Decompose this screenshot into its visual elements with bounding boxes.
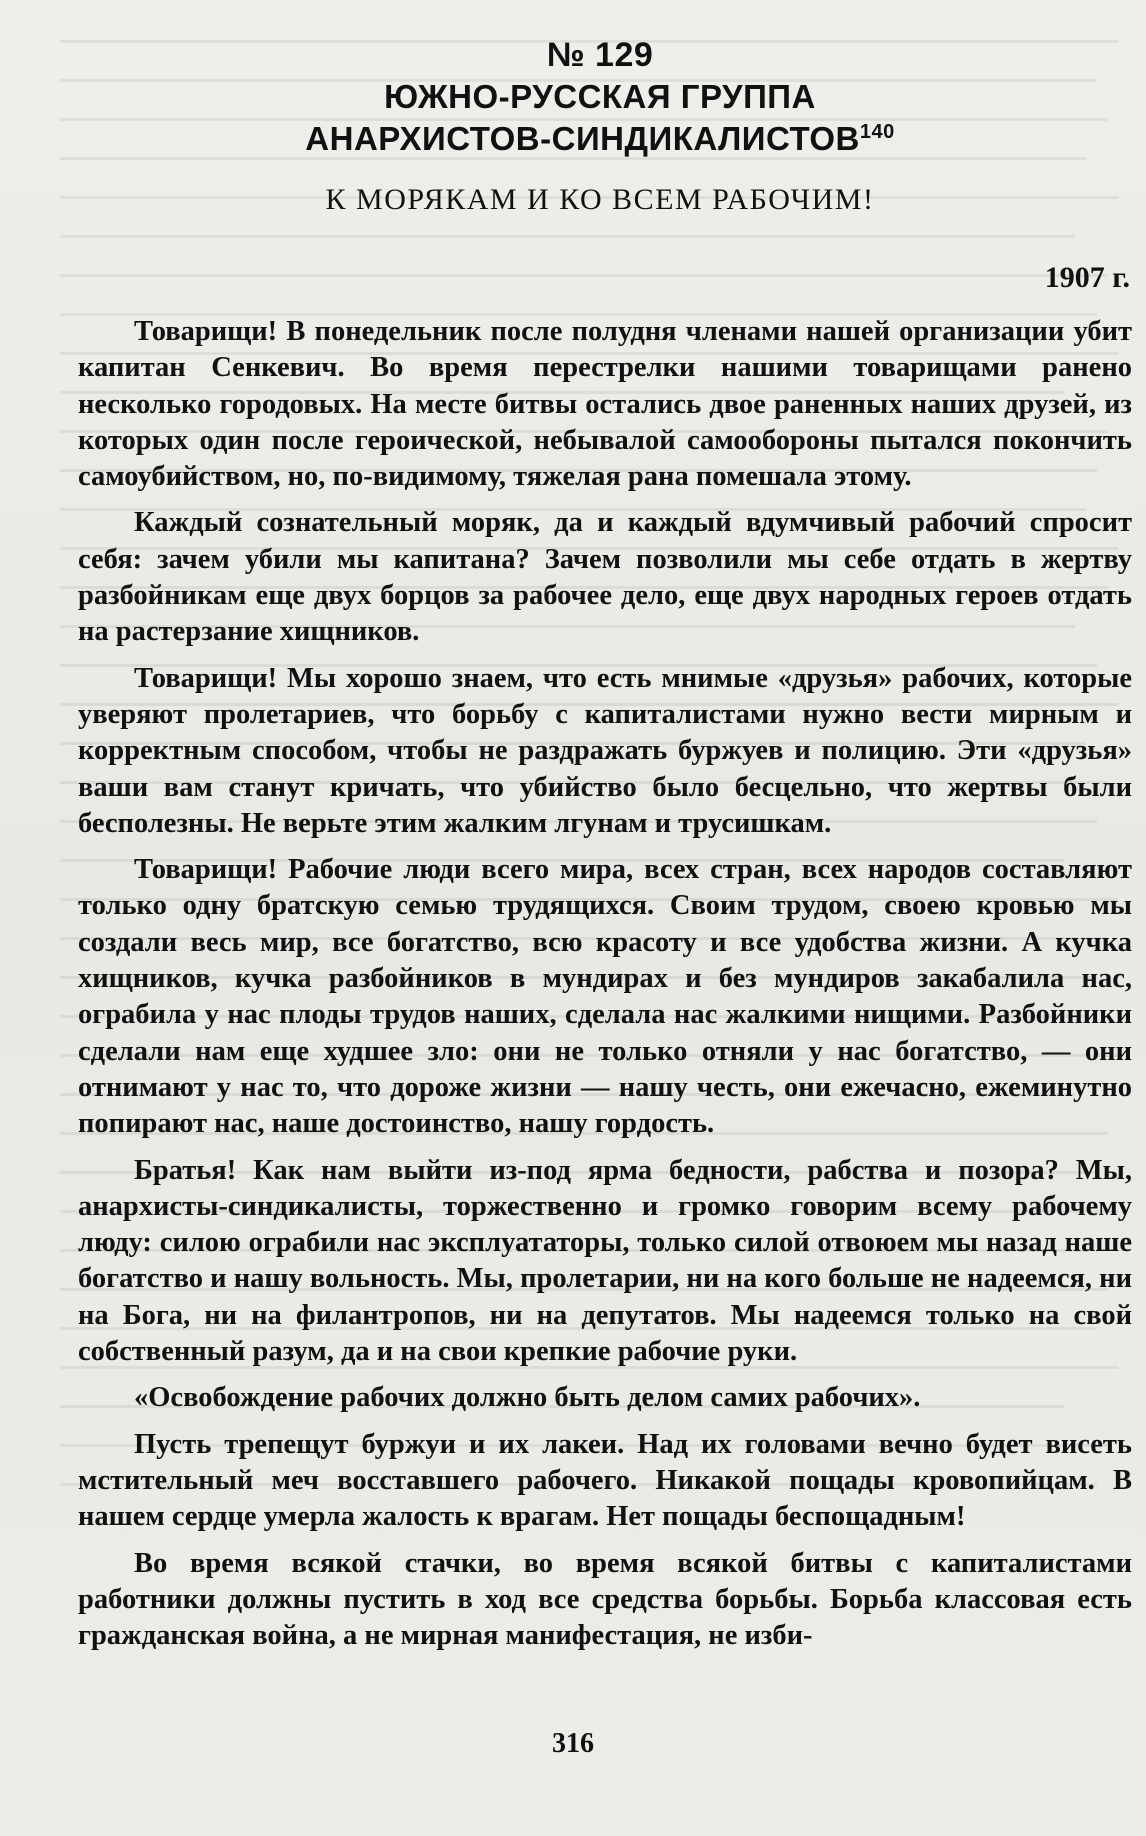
paragraph: Товарищи! В понедельник после полудня членами нашей организации убит капитан Сенкевич. Во время перестрелки нашими товарищами ранено несколько городовых. На месте битвы остались двое раненных наших друзей, из которых один после героической, небывалой самообороны пытался покончить самоубийством, но, по-видимому, тяжелая рана помешала этому. xyxy=(78,316,1132,493)
document-body xyxy=(78,314,1132,1664)
paragraph: Каждый сознательный моряк, да и каждый вдумчивый рабочий спросит себя: зачем убили мы капитана? Зачем позволили мы себе отдать в жертву разбойникам еще двух борцов за рабочее дело, еще двух народных героев отдать на растерзание хищников. xyxy=(78,507,1132,648)
paragraph: Во время всякой стачки, во время всякой битвы с капиталистами работники должны пустить в ход все средства борьбы. Борьба классовая есть гражданская война, а не мирная манифестация, не изби- xyxy=(78,1547,1132,1652)
organization-name-text: АНАРХИСТОВ-СИНДИКАЛИСТОВ xyxy=(305,120,860,157)
document-header xyxy=(70,34,1130,220)
document-year: 1907 г. xyxy=(1044,261,1130,294)
paragraph: Пусть трепещут буржуи и их лакеи. Над их головами вечно будет висеть мстительный меч восставшего рабочего. Никакой пощады кровопийцам. В нашем сердце умерла жалость к врагам. Нет пощады беспощадным! xyxy=(78,1428,1132,1533)
paragraph: Братья! Как нам выйти из-под ярма бедности, рабства и позора? Мы, анархисты-синдикалисты, торжественно и громко говорим всему рабочему люду: силою ограбили нас эксплуататоры, только силой отвоюем мы назад наше богатство и нашу вольность. Мы, пролетарии, ни на кого больше не надеемся, ни на Бога, ни на филантропов, ни на депутатов. Мы надеемся только на свой собственный разум, да и на свои крепкие рабочие руки. xyxy=(78,1154,1132,1368)
footnote-reference: 140 xyxy=(859,121,895,143)
document-heading: К МОРЯКАМ И КО ВСЕМ РАБОЧИМ! xyxy=(325,183,875,216)
paragraph: Товарищи! Рабочие люди всего мира, всех стран, всех народов составляют только одну братскую семью трудящихся. Своим трудом, своею кровью мы создали весь мир, все богатство, всю красоту и все удобства жизни. А кучка хищников, кучка разбойников в мундирах и без мундиров закабалила нас, ограбила у нас плоды трудов наших, сделала нас жалкими нищими. Разбойники сделали нам еще худшее зло: они не только отняли у нас богатство, — они отнимают у нас то, что дороже жизни — нашу честь, они ежечасно, ежеминутно попирают нас, наше достоинство, нашу гордость. xyxy=(78,854,1132,1140)
page-number: 316 xyxy=(552,1728,594,1759)
document-number: № 129 xyxy=(546,36,654,74)
organization-name-line-2 xyxy=(70,118,1130,160)
paragraph: Товарищи! Мы хорошо знаем, что есть мнимые «друзья» рабочих, которые уверяют пролетариев, что борьбу с капиталистами нужно вести мирным и корректным способом, чтобы не раздражать буржуев и полицию. Эти «друзья» ваши вам станут кричать, что убийство было бесцельно, что жертвы были бесполезны. Не верьте этим жалким лгунам и трусишкам. xyxy=(78,662,1132,839)
organization-name-line-1: ЮЖНО-РУССКАЯ ГРУППА xyxy=(384,78,816,115)
paragraph: «Освобождение рабочих должно быть делом самих рабочих». xyxy=(134,1382,921,1414)
